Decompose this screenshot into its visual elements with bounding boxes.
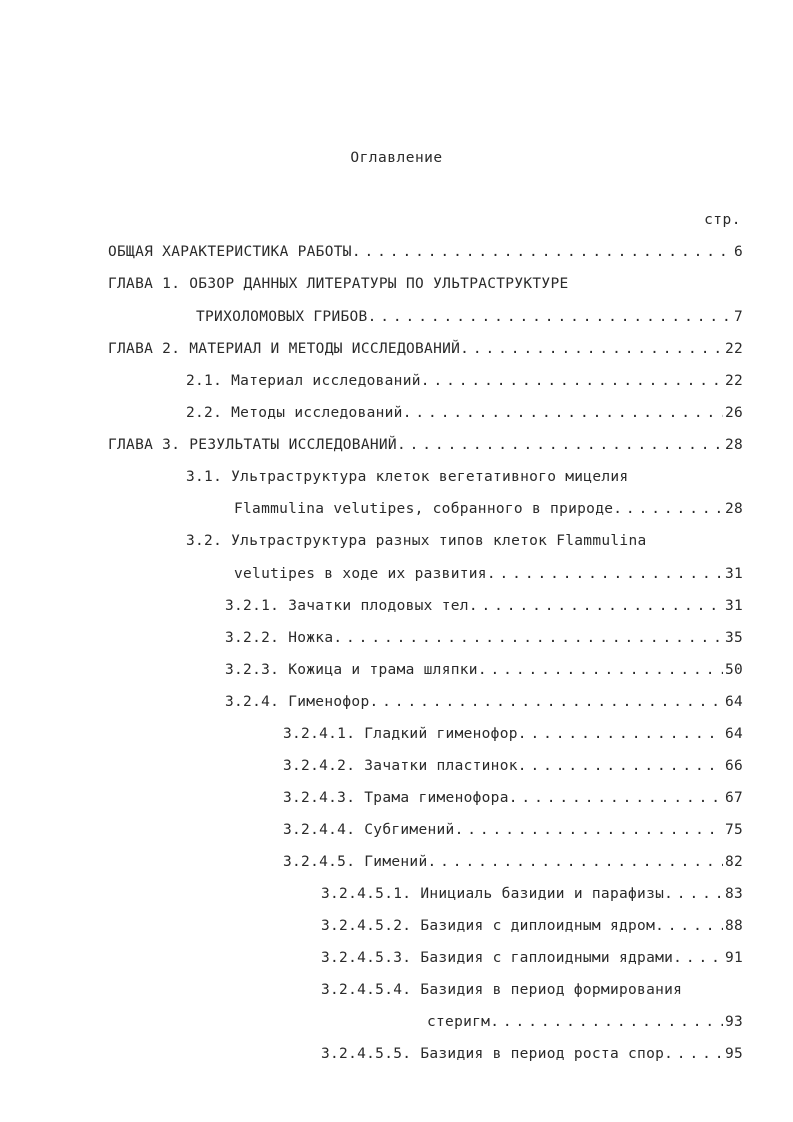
toc-entry-text: ОБЩАЯ ХАРАКТЕРИСТИКА РАБОТЫ bbox=[108, 244, 352, 260]
page-column-label: стр. bbox=[704, 212, 741, 228]
toc-entry bbox=[321, 886, 743, 908]
dot-leader bbox=[664, 886, 723, 902]
dot-leader bbox=[455, 822, 723, 838]
toc-entry-page: 22 bbox=[724, 341, 743, 357]
dot-leader bbox=[490, 1014, 723, 1030]
dot-leader bbox=[427, 854, 722, 870]
toc-entry bbox=[225, 694, 743, 716]
toc-entry-page: 83 bbox=[724, 886, 743, 902]
toc-entry-page: 88 bbox=[724, 918, 743, 934]
toc-entry bbox=[108, 276, 569, 298]
toc-entry-text: 3.2.4.4. Субгимений bbox=[283, 822, 455, 838]
toc-entry bbox=[234, 501, 743, 523]
toc-entry-page: 67 bbox=[724, 790, 743, 806]
toc-entry bbox=[186, 469, 628, 491]
toc-entry-text: 3.2.3. Кожица и трама шляпки bbox=[225, 662, 478, 678]
toc-entry-page: 64 bbox=[724, 694, 743, 710]
page-title: Оглавление bbox=[350, 150, 443, 166]
toc-entry bbox=[108, 244, 743, 266]
toc-entry bbox=[225, 630, 743, 652]
toc-entry bbox=[196, 309, 743, 331]
toc-entry-page: 6 bbox=[733, 244, 743, 260]
dot-leader bbox=[469, 598, 723, 614]
toc-entry bbox=[225, 662, 743, 684]
toc-entry-text: 3.2.4.2. Зачатки пластинок bbox=[283, 758, 518, 774]
toc-entry-text: 3.2.2. Ножка bbox=[225, 630, 334, 646]
toc-entry bbox=[283, 758, 743, 780]
toc-entry-text: 3.2.4.5.1. Инициаль базидии и парафизы bbox=[321, 886, 665, 902]
toc-entry-page: 82 bbox=[724, 854, 743, 870]
toc-entry-text: 3.2.4.5. Гимений bbox=[283, 854, 428, 870]
toc-entry bbox=[108, 437, 743, 459]
toc-entry bbox=[321, 918, 743, 940]
toc-entry-text: ГЛАВА 2. МАТЕРИАЛ И МЕТОДЫ ИССЛЕДОВАНИЙ bbox=[108, 341, 461, 357]
dot-leader bbox=[352, 244, 732, 260]
toc-entry-text: 3.2.4.1. Гладкий гименофор bbox=[283, 726, 518, 742]
toc-entry-page: 28 bbox=[724, 501, 743, 517]
toc-entry bbox=[234, 566, 743, 588]
toc-entry-page: 35 bbox=[724, 630, 743, 646]
toc-entry-text: 3.2.4.3. Трама гименофора bbox=[283, 790, 509, 806]
toc-entry bbox=[283, 790, 743, 812]
dot-leader bbox=[673, 950, 723, 966]
toc-entry-text: 3.2.4.5.3. Базидия с гаплоидными ядрами bbox=[321, 950, 674, 966]
dot-leader bbox=[664, 1046, 723, 1062]
dot-leader bbox=[333, 630, 723, 646]
toc-entry-text: стеригм bbox=[427, 1014, 491, 1030]
toc-entry-text: 3.2.4.5.5. Базидия в период роста спор bbox=[321, 1046, 665, 1062]
toc-entry-text: ГЛАВА 1. ОБЗОР ДАННЫХ ЛИТЕРАТУРЫ ПО УЛЬТРАСТРУКТУРЕ bbox=[108, 276, 569, 292]
dot-leader bbox=[518, 758, 723, 774]
toc-entry bbox=[225, 598, 743, 620]
toc-entry-page: 26 bbox=[724, 405, 743, 421]
dot-leader bbox=[403, 405, 723, 421]
toc-entry-text: 2.1. Материал исследований bbox=[186, 373, 421, 389]
toc-entry-page: 31 bbox=[724, 598, 743, 614]
toc-entry-page: 91 bbox=[724, 950, 743, 966]
toc-entry-page: 31 bbox=[724, 566, 743, 582]
toc-entry-page: 75 bbox=[724, 822, 743, 838]
dot-leader bbox=[613, 501, 723, 517]
toc-entry-page: 64 bbox=[724, 726, 743, 742]
toc-entry-text: 2.2. Методы исследований bbox=[186, 405, 403, 421]
toc-entry-text: 3.2.1. Зачатки плодовых тел bbox=[225, 598, 469, 614]
toc-entry bbox=[283, 854, 743, 876]
dot-leader bbox=[368, 309, 732, 325]
toc-entry-text: Flammulina velutipes, собранного в природе bbox=[234, 501, 614, 517]
toc-entry-page: 22 bbox=[724, 373, 743, 389]
toc-entry bbox=[186, 373, 743, 395]
toc-entry bbox=[283, 726, 743, 748]
toc-entry-text: 3.2.4. Гименофор bbox=[225, 694, 370, 710]
toc-entry-text: ТРИХОЛОМОВЫХ ГРИБОВ bbox=[196, 309, 368, 325]
toc-entry bbox=[321, 950, 743, 972]
toc-entry-page: 95 bbox=[724, 1046, 743, 1062]
dot-leader bbox=[509, 790, 723, 806]
toc-entry bbox=[427, 1014, 743, 1036]
toc-entry bbox=[321, 982, 682, 1004]
toc-entry-page: 93 bbox=[724, 1014, 743, 1030]
dot-leader bbox=[421, 373, 723, 389]
dot-leader bbox=[460, 341, 723, 357]
dot-leader bbox=[487, 566, 723, 582]
dot-leader bbox=[655, 918, 723, 934]
dot-leader bbox=[369, 694, 722, 710]
toc-entry-text: ГЛАВА 3. РЕЗУЛЬТАТЫ ИССЛЕДОВАНИЙ bbox=[108, 437, 397, 453]
toc-entry-text: 3.1. Ультраструктура клеток вегетативного мицелия bbox=[186, 469, 629, 485]
toc-entry-page: 7 bbox=[733, 309, 743, 325]
toc-entry bbox=[283, 822, 743, 844]
dot-leader bbox=[397, 437, 723, 453]
toc-entry-page: 66 bbox=[724, 758, 743, 774]
toc-entry-text: 3.2. Ультраструктура разных типов клеток Flammulina bbox=[186, 533, 647, 549]
toc-entry bbox=[321, 1046, 743, 1068]
dot-leader bbox=[518, 726, 723, 742]
toc-entry-text: velutipes в ходе их развития bbox=[234, 566, 487, 582]
toc-entry-text: 3.2.4.5.4. Базидия в период формирования bbox=[321, 982, 683, 998]
toc-entry bbox=[186, 533, 647, 555]
toc-entry-text: 3.2.4.5.2. Базидия с диплоидным ядром bbox=[321, 918, 656, 934]
toc-entry-page: 28 bbox=[724, 437, 743, 453]
dot-leader bbox=[478, 662, 723, 678]
toc-entry bbox=[108, 341, 743, 363]
toc-entry-page: 50 bbox=[724, 662, 743, 678]
toc-entry bbox=[186, 405, 743, 427]
